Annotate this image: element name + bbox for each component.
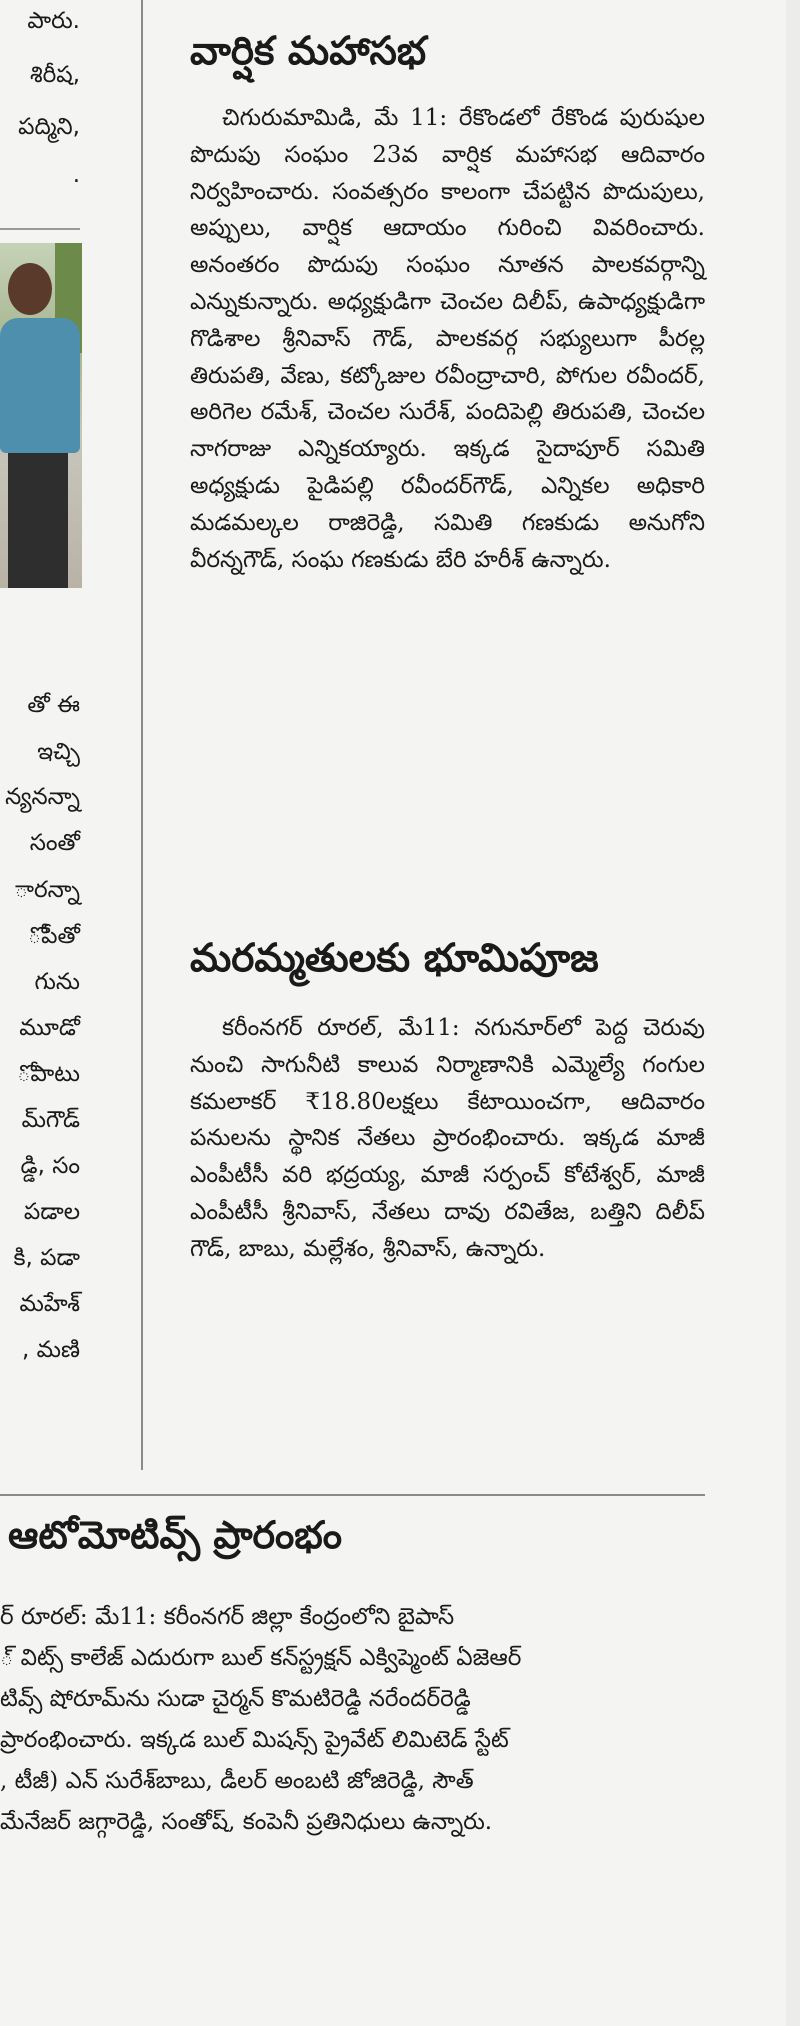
story3-line: మేనేజర్ జగ్గారెడ్డి, సంతోష్, కంపెనీ ప్రతినిధులు ఉన్నారు. (0, 1809, 493, 1835)
story3-body (0, 1597, 705, 1843)
column-divider (141, 0, 143, 1470)
story1-body: చిగురుమామిడి, మే 11: రేకొండలో రేకొండ పురుషుల పొదుపు సంఘం 23వ వార్షిక మహాసభ ఆదివారం నిర్వహించారు. సంవత్సరం కాలంగా చేపట్టిన పొదుపులు, అప్పులు, వార్షిక ఆదాయం గురించి వివరించారు. అనంతరం పొదుపు సంఘం నూతన పాలకవర్గాన్ని ఎన్నుకున్నారు. అధ్యక్షుడిగా చెంచల దిలీప్, ఉపాధ్యక్షుడిగా గొడిశాల శ్రీనివాస్ గౌడ్, పాలకవర్గ సభ్యులుగా పీరల్ల తిరుపతి, వేణు, కట్కోజుల రవీంద్రాచారి, పోగుల రవీందర్, అరిగెల రమేశ్, చెంచల సురేశ్, పందిపెల్లి తిరుపతి, చెంచల నాగరాజు ఎన్నికయ్యారు. ఇక్కడ సైదాపూర్ సమితి అధ్యక్షుడు పైడిపల్లి రవీందర్‌గౌడ్, ఎన్నికల అధికారి మడమల్కల రాజిరెడ్డి, సమితి గణకుడు అనుగోని వీరన్నగౌడ్, సంఘ గణకుడు బేరి హరీశ్ ఉన్నారు. (190, 105, 705, 573)
photo-person-shirt (0, 318, 80, 453)
left-fragment: శిరీష, (30, 62, 80, 88)
left-divider (0, 228, 80, 230)
story3-line: , టీజీ) ఎన్ సురేశ్‌బాబు, డీలర్ అంబటి జోజిరెడ్డి, సౌత్ (0, 1768, 474, 1794)
left-fragment: , మణి (22, 1337, 80, 1363)
news-photo (0, 243, 82, 588)
story2-body: కరీంనగర్ రూరల్, మే11: నగునూర్‌లో పెద్ద చెరువు నుంచి సాగునీటి కాలువ నిర్మాణానికి ఎమ్మెల్యే గంగుల కమలాకర్ ₹18.80లక్షలు కేటాయించగా, ఆదివారం పనులను స్థానిక నేతలు ప్రారంభించారు. ఇక్కడ మాజీ ఎంపీటీసీ వరి భద్రయ్య, మాజీ సర్పంచ్ కోటేశ్వర్, మాజీ ఎంపీటీసీ శ్రీనివాస్, నేతలు దావు రవితేజ, బత్తిని దిలీప్ గౌడ్, బాబు, మల్లేశం, శ్రీనివాస్, ఉన్నారు. (190, 1015, 705, 1262)
left-fragment: మూడో (19, 1015, 80, 1041)
section-divider (0, 1494, 705, 1496)
left-fragment: మ్‌గౌడ్ (21, 1107, 80, 1133)
left-fragment: కి, పడా (13, 1245, 80, 1271)
left-fragment: పడాల (23, 1199, 80, 1225)
left-fragment: సంతో (29, 830, 80, 856)
left-fragment: ారన్నా (14, 877, 80, 903)
left-fragment: ోపాటు (17, 1061, 80, 1087)
left-column-cropped (0, 0, 138, 1465)
left-fragment: మహేశ్ (19, 1291, 80, 1317)
left-fragment: డ్డి, సం (20, 1153, 80, 1179)
story2-headline: మరమ్మతులకు భూమిపూజ (190, 936, 599, 981)
left-fragment: తో ఈ (27, 692, 80, 718)
photo-person-pants (8, 453, 68, 588)
story1-headline: వార్షిక మహాసభ (190, 29, 427, 74)
story3-line: టివ్స్ షోరూమ్‌ను సుడా చైర్మన్ కొమటిరెడ్డి నరేందర్‌రెడ్డి (0, 1686, 471, 1712)
left-fragment: గును (34, 969, 80, 995)
story3-line: ్ విట్స్ కాలేజ్ ఎదురుగా బుల్ కన్‌స్ట్రక్షన్ ఎక్విప్మెంట్ ఏజెఆర్ (0, 1645, 522, 1671)
story3-headline: ఆటోమోటివ్స్ ప్రారంభం (8, 1513, 343, 1557)
left-fragment: న్యనన్నా (5, 784, 80, 810)
left-fragment: ోపేతో (27, 923, 80, 949)
left-fragment: ఇచ్చి (37, 739, 80, 765)
photo-person-head (8, 263, 52, 315)
left-fragment: పారు. (27, 8, 80, 34)
left-fragment: . (72, 162, 80, 188)
left-fragment: పద్మిని, (18, 114, 80, 140)
story3-line: ర్ రూరల్: మే11: కరీంనగర్ జిల్లా కేంద్రంలోని బైపాస్ (0, 1604, 455, 1630)
story3-line: ప్రారంభించారు. ఇక్కడ బుల్ మిషన్స్ ప్రైవేట్ లిమిటెడ్ స్టేట్ (0, 1727, 509, 1753)
page-edge (786, 0, 800, 2026)
